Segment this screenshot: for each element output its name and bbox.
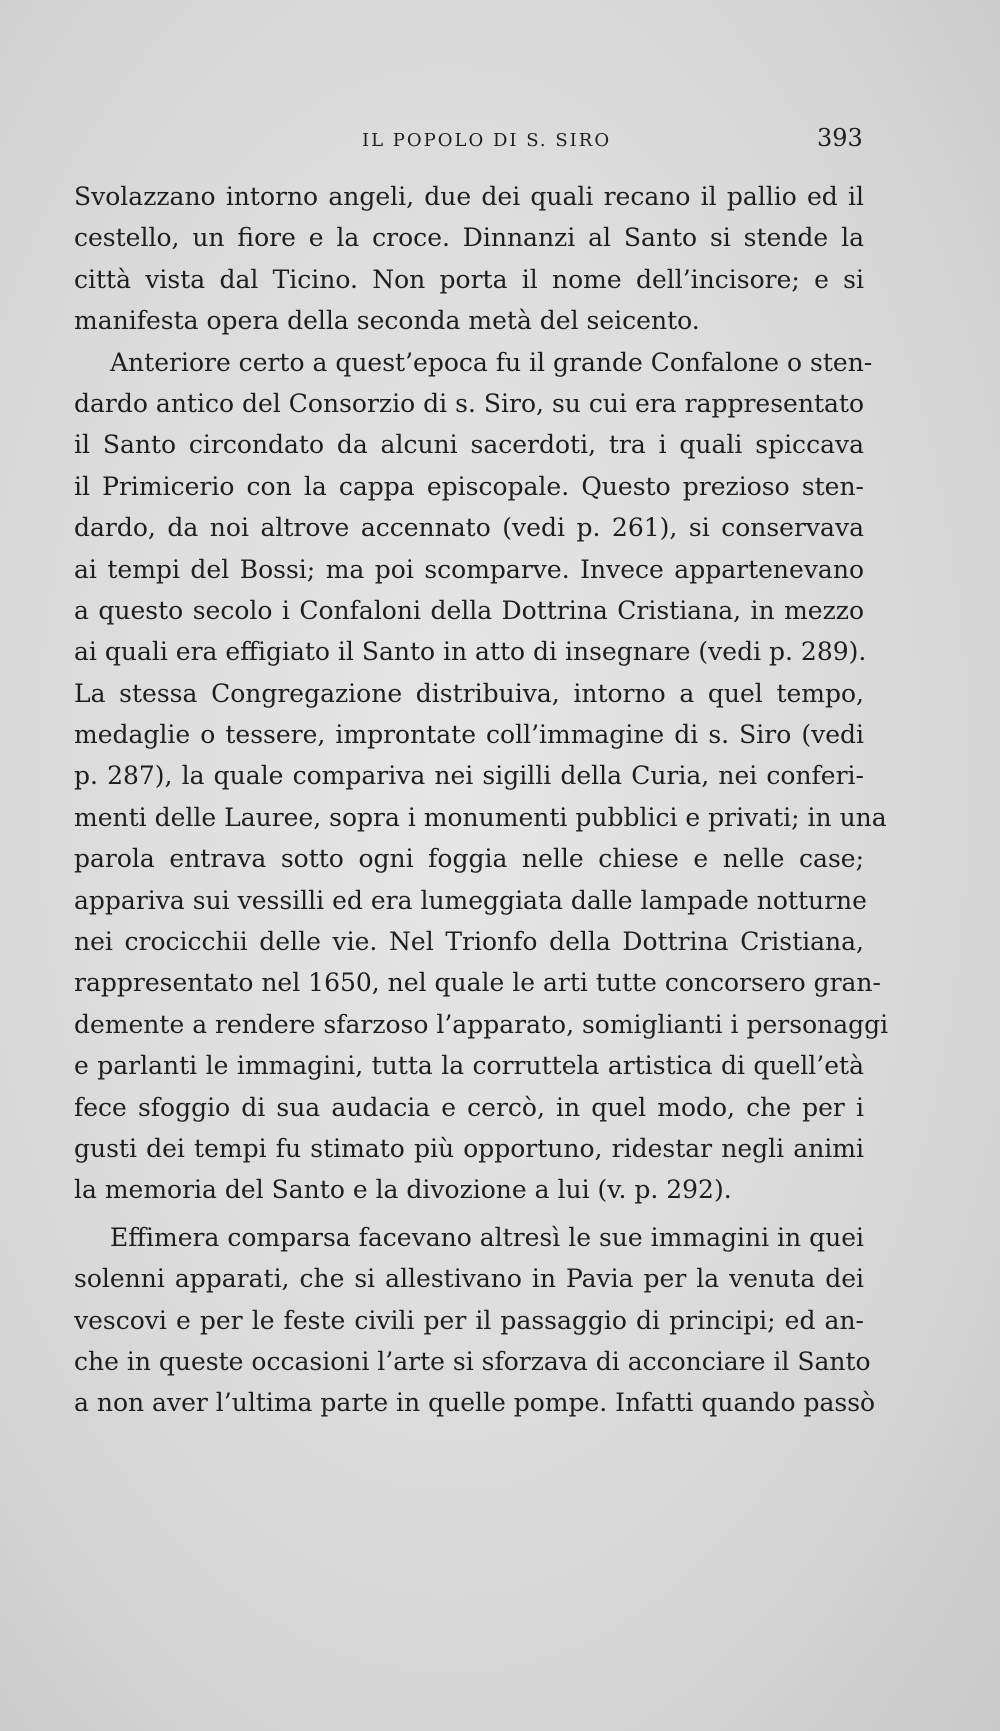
text-line: medaglie o tessere, improntate coll’immagine di s. Siro (vedi	[74, 720, 864, 750]
text-line: nei crocicchii delle vie. Nel Trionfo della Dottrina Cristiana,	[74, 927, 864, 957]
text-line: Svolazzano intorno angeli, due dei quali recano il pallio ed il	[74, 182, 864, 211]
text-line: dardo antico del Consorzio di s. Siro, su cui era rappresentato	[74, 388, 864, 418]
text-line: fece sfoggio di sua audacia e cercò, in quel modo, che per i	[74, 1092, 864, 1122]
text-line: cestello, un fiore e la croce. Dinnanzi al Santo si stende la	[74, 223, 864, 253]
text-line: appariva sui vessilli ed era lumeggiata dalle lampade notturne	[74, 885, 867, 915]
text-line: gusti dei tempi fu stimato più opportuno, ridestar negli animi	[74, 1133, 864, 1163]
text-line: La stessa Congregazione distribuiva, intorno a quel tempo,	[74, 678, 864, 708]
text-line: e parlanti le immagini, tutta la corruttela artistica di quell’età	[74, 1051, 864, 1081]
text-line: a questo secolo i Confaloni della Dottrina Cristiana, in mezzo	[74, 595, 864, 625]
text-line: il Primicerio con la cappa episcopale. Questo prezioso sten-	[74, 471, 864, 501]
text-line: il Santo circondato da alcuni sacerdoti, tra i quali spiccava	[74, 430, 864, 460]
text-line: menti delle Lauree, sopra i monumenti pubblici e privati; in una	[74, 802, 887, 832]
text-line: manifesta opera della seconda metà del seicento.	[74, 306, 700, 336]
text-line: Effimera comparsa facevano altresì le sue immagini in quei	[110, 1222, 864, 1252]
text-line: parola entrava sotto ogni foggia nelle chiese e nelle case;	[74, 844, 864, 874]
page-number: 393	[817, 124, 863, 152]
running-head: IL POPOLO DI S. SIRO	[362, 130, 612, 151]
page-header	[0, 124, 1000, 160]
text-line: rappresentato nel 1650, nel quale le arti tutte concorsero gran-	[74, 968, 881, 998]
text-line: Anteriore certo a quest’epoca fu il grande Confalone o sten-	[110, 347, 873, 377]
text-line: p. 287), la quale compariva nei sigilli della Curia, nei conferi-	[74, 761, 864, 791]
text-line: vescovi e per le feste civili per il passaggio di principi; ed an-	[74, 1305, 864, 1335]
text-line: a non aver l’ultima parte in quelle pompe. Infatti quando passò	[74, 1388, 876, 1418]
text-line: che in queste occasioni l’arte si sforzava di acconciare il Santo	[74, 1346, 871, 1376]
text-line: dardo, da noi altrove accennato (vedi p. 261), si conservava	[74, 513, 864, 543]
text-line: città vista dal Ticino. Non porta il nome dell’incisore; e si	[74, 264, 864, 294]
text-line: solenni apparati, che si allestivano in Pavia per la venuta dei	[74, 1264, 864, 1294]
body-text	[74, 176, 889, 1424]
text-line: demente a rendere sfarzoso l’apparato, somiglianti i personaggi	[74, 1009, 889, 1039]
text-line: ai tempi del Bossi; ma poi scomparve. Invece appartenevano	[74, 554, 864, 584]
text-line: la memoria del Santo e la divozione a lui (v. p. 292).	[74, 1175, 732, 1205]
text-line: ai quali era effigiato il Santo in atto di insegnare (vedi p. 289).	[74, 637, 867, 667]
